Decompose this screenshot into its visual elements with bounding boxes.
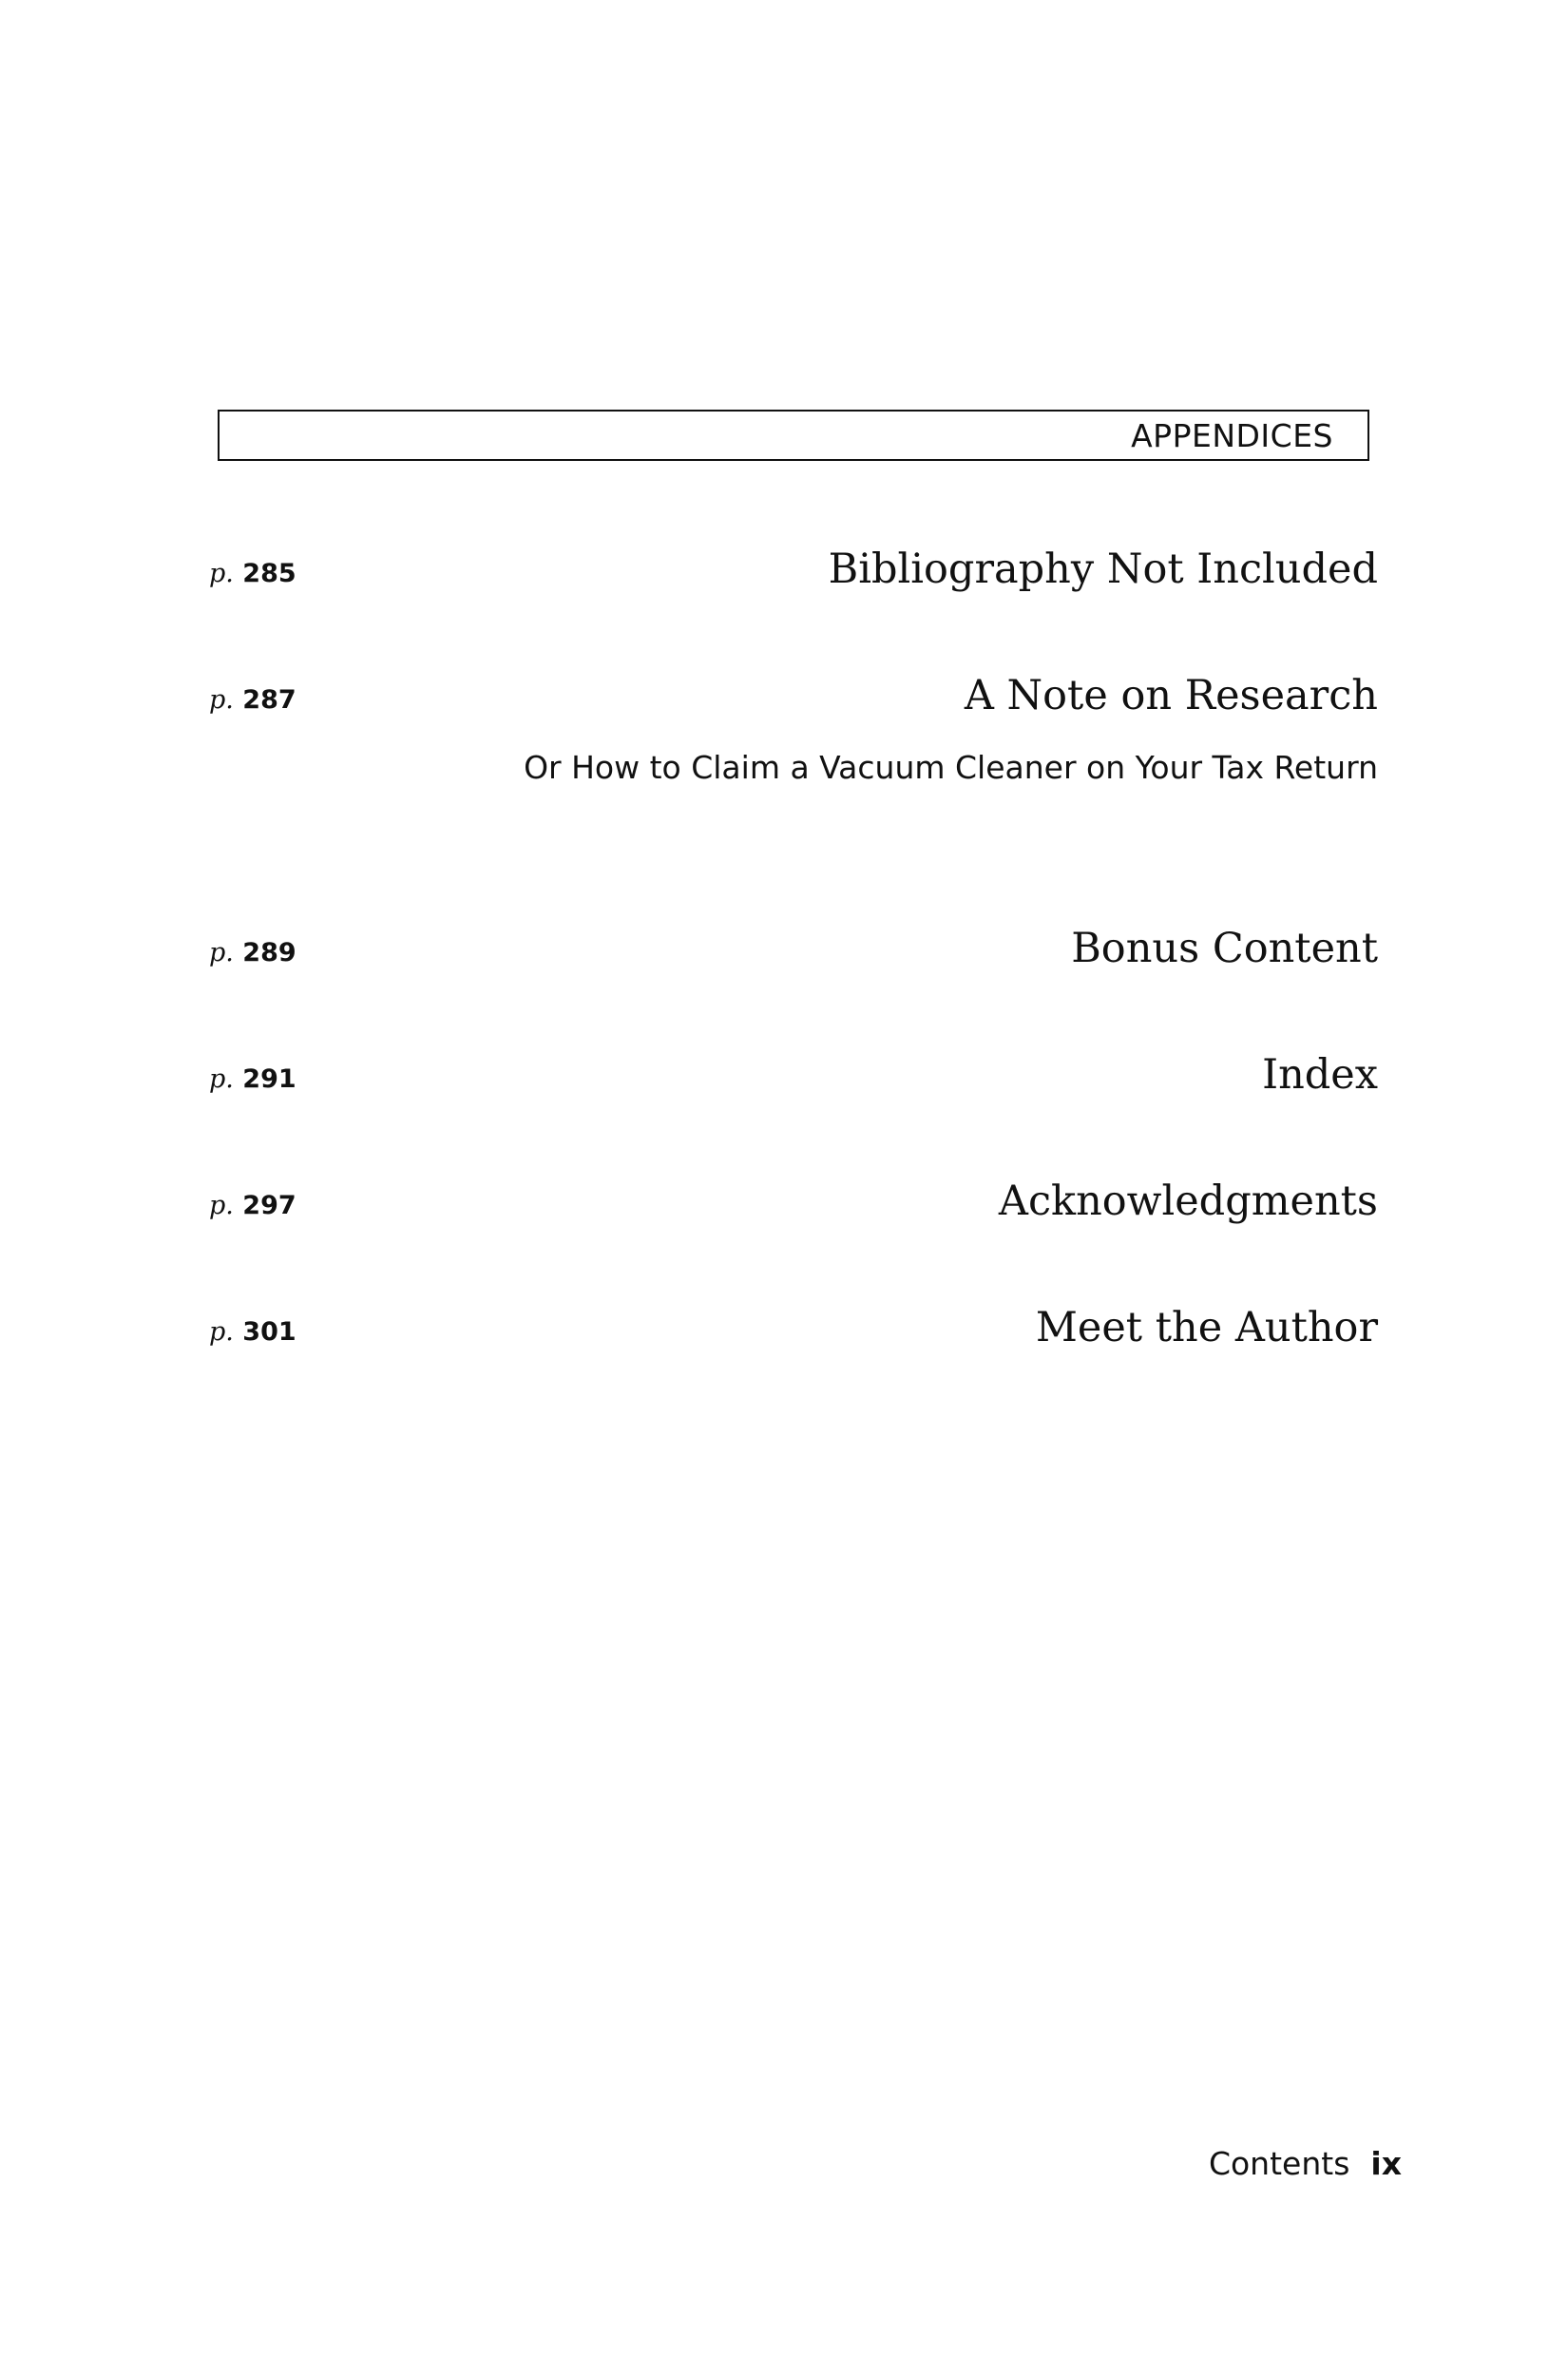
page-reference: p. 289 (209, 938, 296, 967)
entry-title[interactable]: A Note on Research (964, 672, 1378, 719)
page-number: ix (1370, 2145, 1402, 2182)
entry-title[interactable]: Bonus Content (1071, 925, 1378, 972)
entry-title[interactable]: Acknowledgments (998, 1178, 1378, 1225)
page-reference: p. 285 (209, 559, 296, 588)
entry-title[interactable]: Bibliography Not Included (828, 546, 1378, 593)
entry-title[interactable]: Index (1262, 1051, 1378, 1099)
page-reference: p. 287 (209, 685, 296, 715)
section-header-box (218, 410, 1369, 461)
page-reference: p. 291 (209, 1064, 296, 1094)
page-footer (1209, 2145, 1402, 2182)
section-heading: APPENDICES (1131, 417, 1333, 454)
footer-label: Contents (1208, 2145, 1350, 2182)
page-reference: p. 297 (209, 1191, 296, 1220)
entry-subtitle: Or How to Claim a Vacuum Cleaner on Your Tax Return (524, 749, 1378, 786)
page-reference: p. 301 (209, 1317, 296, 1347)
entry-title[interactable]: Meet the Author (1035, 1304, 1378, 1351)
